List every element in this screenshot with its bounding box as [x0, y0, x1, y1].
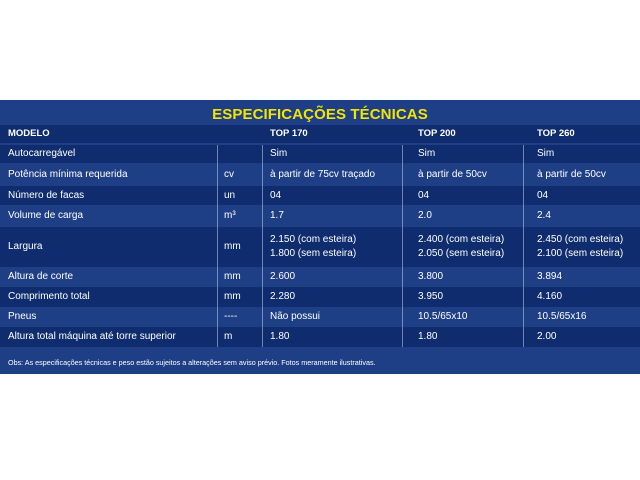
row-value: 4.160	[537, 291, 563, 302]
row-value: Sim	[418, 148, 436, 159]
row-unit: m	[224, 331, 233, 342]
row-value: Não possui	[270, 311, 321, 322]
column-divider	[523, 145, 524, 347]
row-unit: ----	[224, 311, 238, 322]
row-value: 10.5/65x16	[537, 311, 587, 322]
column-divider	[262, 145, 263, 347]
header-label: MODELO	[8, 128, 50, 139]
row-label: Volume de carga	[8, 209, 84, 221]
row-unit: un	[224, 189, 236, 201]
row-value	[270, 227, 356, 267]
row-value: 04	[270, 189, 282, 201]
row-value: à partir de 75cv traçado	[270, 169, 376, 180]
value-line: 2.400 (com esteira)	[418, 234, 505, 245]
row-value: 2.4	[537, 209, 551, 221]
row-value: Sim	[537, 148, 555, 159]
row-value: 2.600	[270, 271, 296, 282]
footnote: Obs: As especificações técnicas e peso estão sujeitos a alterações sem aviso prévio. Fotos meramente ilustrativas.	[8, 358, 376, 367]
row-value: 2.280	[270, 291, 296, 302]
row-unit: mm	[224, 291, 241, 302]
row-label: Comprimento total	[8, 291, 90, 302]
specs-title: ESPECIFICAÇÕES TÉCNICAS	[212, 106, 428, 123]
row-value: 1.80	[270, 331, 290, 342]
table-row	[0, 307, 640, 327]
table-header	[0, 125, 640, 143]
row-value	[418, 227, 504, 267]
table-row	[0, 145, 640, 163]
header-model: TOP 200	[418, 128, 456, 139]
table-row	[0, 267, 640, 287]
row-value: 2.0	[418, 209, 432, 221]
value-line: 2.150 (com esteira)	[270, 234, 357, 245]
row-label: Número de facas	[8, 189, 85, 201]
row-value: 3.800	[418, 271, 444, 282]
row-value: à partir de 50cv	[418, 169, 487, 180]
row-value: 10.5/65x10	[418, 311, 468, 322]
row-label: Autocarregável	[8, 148, 76, 159]
row-label: Largura	[8, 241, 43, 252]
row-value: 04	[418, 189, 430, 201]
table-row	[0, 186, 640, 205]
header-model: TOP 260	[537, 128, 575, 139]
row-value: 1.7	[270, 209, 284, 221]
row-label: Pneus	[8, 311, 37, 322]
row-label: Potência mínima requerida	[8, 169, 128, 180]
row-value: 04	[537, 189, 549, 201]
row-unit: mm	[224, 271, 241, 282]
table-row	[0, 206, 640, 225]
row-label: Altura total máquina até torre superior	[8, 331, 176, 342]
row-value: Sim	[270, 148, 288, 159]
row-value	[537, 227, 623, 267]
value-line: 2.100 (sem esteira)	[537, 248, 624, 259]
row-label: Altura de corte	[8, 271, 74, 282]
row-value: 3.950	[418, 291, 444, 302]
row-value: à partir de 50cv	[537, 169, 606, 180]
column-divider	[217, 145, 218, 347]
row-unit: mm	[224, 241, 241, 252]
value-line: 2.050 (sem esteira)	[418, 248, 505, 259]
row-unit: cv	[224, 169, 234, 180]
header-model: TOP 170	[270, 128, 308, 139]
column-divider	[402, 145, 403, 347]
value-line: 2.450 (com esteira)	[537, 234, 624, 245]
table-row	[0, 165, 640, 185]
table-row	[0, 327, 640, 347]
value-line: 1.800 (sem esteira)	[270, 248, 357, 259]
row-value: 2.00	[537, 331, 557, 342]
row-value: 3.894	[537, 271, 563, 282]
row-value: 1.80	[418, 331, 438, 342]
table-row	[0, 227, 640, 267]
specs-panel	[0, 100, 640, 374]
row-unit: m³	[224, 209, 236, 221]
table-row	[0, 287, 640, 307]
